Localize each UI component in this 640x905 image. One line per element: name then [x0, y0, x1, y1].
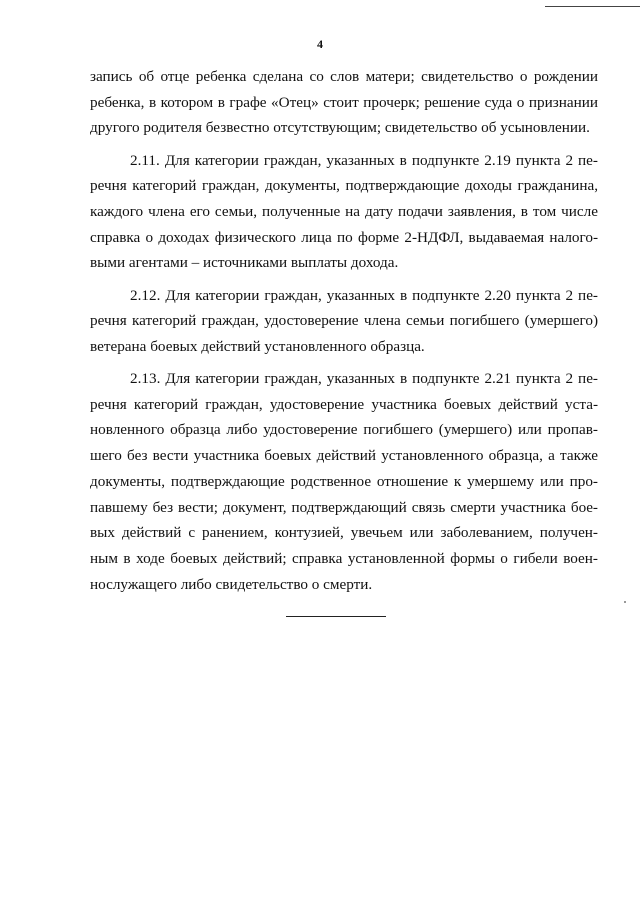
text-line: шего без вести участника боевых действий установленного образца, а также: [90, 447, 598, 465]
text-line: вых действий с ранением, контузией, увечьем или заболеванием, получен-: [90, 524, 598, 542]
text-line: речня категорий граждан, удостоверение участника боевых действий уста-: [90, 395, 598, 413]
text-line: ветерана боевых действий установленного образца.: [90, 337, 425, 355]
header-rule: [545, 6, 640, 7]
text-line: справка о доходах физического лица по форме 2-НДФЛ, выдаваемая налого-: [90, 228, 598, 246]
text-line: запись об отце ребенка сделана со слов матери; свидетельство о рождении: [90, 68, 598, 85]
text-line: ребенка, в котором в графе «Отец» стоит прочерк; решение суда о признании: [90, 93, 598, 111]
text-line: выми агентами – источниками выплаты дохода.: [90, 254, 399, 272]
text-line: документы, подтверждающие родственное отношение к умершему или про-: [90, 472, 598, 490]
paragraph: [90, 64, 598, 141]
text-line: новленного образца либо удостоверение погибшего (умершего) или пропав-: [90, 421, 598, 439]
text-line: речня категорий граждан, документы, подтверждающие доходы гражданина,: [90, 177, 598, 195]
paragraph: [90, 283, 598, 360]
text-line: нослужащего либо свидетельство о смерти.: [90, 575, 373, 593]
paragraph: [90, 366, 598, 597]
text-line: 2.13. Для категории граждан, указанных в подпункте 2.21 пункта 2 пе-: [130, 370, 598, 388]
document-body: [90, 64, 598, 597]
end-of-text-rule: [286, 616, 386, 617]
text-line: павшему без вести; документ, подтверждающий связь смерти участника боe-: [90, 498, 598, 516]
text-line: другого родителя безвестно отсутствующим; свидетельство об усыновлении.: [90, 119, 590, 137]
page-number: 4: [317, 37, 323, 51]
paragraph: [90, 148, 598, 276]
text-line: речня категорий граждан, удостоверение члена семьи погибшего (умершего): [90, 312, 598, 330]
text-line: ным в ходе боевых действий; справка установленной формы о гибели воен-: [90, 549, 598, 567]
text-line: каждого члена его семьи, полученные на дату подачи заявления, в том числе: [90, 202, 598, 220]
text-line: 2.11. Для категории граждан, указанных в подпункте 2.19 пункта 2 пе-: [130, 151, 598, 169]
text-line: 2.12. Для категории граждан, указанных в подпункте 2.20 пункта 2 пе-: [130, 286, 598, 304]
scan-speck: [624, 601, 626, 603]
